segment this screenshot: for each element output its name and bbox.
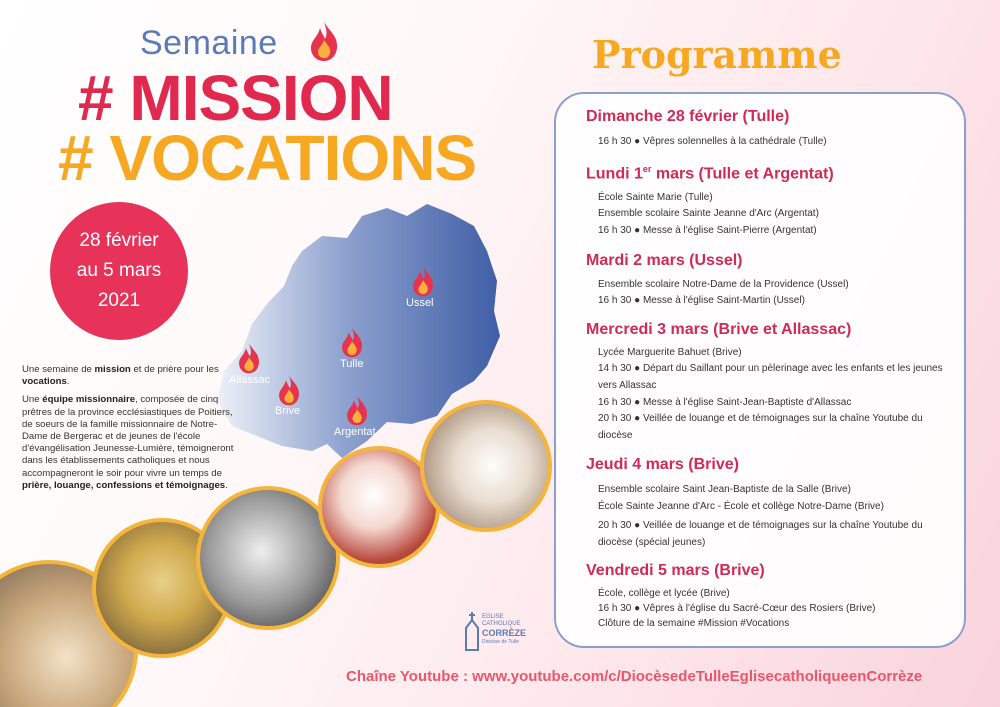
- day-title: Lundi 1er mars (Tulle et Argentat): [586, 164, 834, 183]
- intro-paragraph-1: Une semaine de mission et de prière pour les vocations.: [22, 364, 219, 388]
- mission-title: # MISSION: [78, 62, 393, 134]
- flame-icon: [410, 265, 436, 297]
- day-title: Jeudi 4 mars (Brive): [586, 456, 739, 473]
- day-title: Dimanche 28 février (Tulle): [586, 108, 790, 125]
- day-title: Mercredi 3 mars (Brive et Allassac): [586, 321, 852, 338]
- date-badge: [50, 202, 188, 340]
- programme-item: École Sainte Jeanne d'Arc - École et collège Notre-Dame (Brive): [598, 501, 884, 512]
- day-title: Mardi 2 mars (Ussel): [586, 252, 743, 269]
- programme-item: Lycée Marguerite Bahuet (Brive): [598, 347, 742, 358]
- programme-item: Ensemble scolaire Sainte Jeanne d'Arc (Argentat): [598, 208, 819, 219]
- intro-text: [22, 364, 242, 498]
- flame-icon: [276, 374, 302, 406]
- city-label-brive: Brive: [275, 405, 301, 417]
- youtube-footer[interactable]: Chaîne Youtube : www.youtube.com/c/DiocèsedeTulleEglisecatholiqueenCorrèze: [346, 668, 923, 685]
- programme-item: 16 h 30 ● Messe à l'église Saint-Jean-Baptiste d'Allassac: [598, 397, 852, 408]
- programme-item: 14 h 30 ● Départ du Saillant pour un pèlerinage avec les enfants et les jeunes vers Allassac: [598, 363, 943, 391]
- flame-icon: [344, 394, 370, 426]
- programme-item: École, collège et lycée (Brive): [598, 588, 730, 599]
- flame-icon: [308, 20, 340, 62]
- programme-item: 16 h 30 ● Vêpres à l'église du Sacré-Cœur des Rosiers (Brive): [598, 603, 876, 614]
- programme-item: 20 h 30 ● Veillée de louange et de témoignages sur la chaîne Youtube du diocèse: [598, 413, 923, 441]
- logo-text: EGLISE CATHOLIQUE CORRÈZE Diocèse de Tulle: [482, 614, 527, 645]
- city-label-argentat: Argentat: [334, 426, 376, 438]
- programme-item: Clôture de la semaine #Mission #Vocations: [598, 618, 790, 629]
- vocations-title: # VOCATIONS: [58, 122, 477, 194]
- programme-item: Ensemble scolaire Notre-Dame de la Providence (Ussel): [598, 279, 849, 290]
- programme-item: 16 h 30 ● Vêpres solennelles à la cathédrale (Tulle): [598, 136, 827, 147]
- programme-title: Programme: [592, 32, 842, 77]
- programme-item: Ensemble scolaire Saint Jean-Baptiste de la Salle (Brive): [598, 484, 851, 495]
- city-label-ussel: Ussel: [406, 297, 434, 309]
- programme-item: 16 h 30 ● Messe à l'église Saint-Pierre (Argentat): [598, 225, 817, 236]
- flame-icon: [339, 326, 365, 358]
- intro-paragraph-2: Une équipe missionnaire, composée de cinq prêtres de la province ecclésiastiques de Poitiers, de soeurs de la famille missionnaire de Notre-Dame de Bergerac et de jeunes de l'école d'évangélisation Jeunesse-Lumière, témoigneront dans les établissements catholiques et nous accompagneront le soir pour vivre un temps de prière, louange, confessions et témoignages.: [22, 394, 234, 491]
- photo-sisters: [420, 400, 552, 532]
- date-line-3: 2021: [97, 290, 141, 311]
- day-title: Vendredi 5 mars (Brive): [586, 562, 765, 579]
- city-label-allassac: Allassac: [229, 374, 270, 386]
- programme-item: 16 h 30 ● Messe à l'église Saint-Martin (Ussel): [598, 295, 805, 306]
- date-line-2: au 5 mars: [76, 260, 162, 281]
- date-line-1: 28 février: [79, 230, 159, 251]
- programme-item: École Sainte Marie (Tulle): [598, 192, 713, 203]
- programme-item: 20 h 30 ● Veillée de louange et de témoignages sur la chaîne Youtube du diocèse (spécial jeunes): [598, 520, 923, 548]
- semaine-title: Semaine: [140, 24, 278, 62]
- city-label-tulle: Tulle: [340, 358, 364, 370]
- diocese-logo: [462, 610, 534, 661]
